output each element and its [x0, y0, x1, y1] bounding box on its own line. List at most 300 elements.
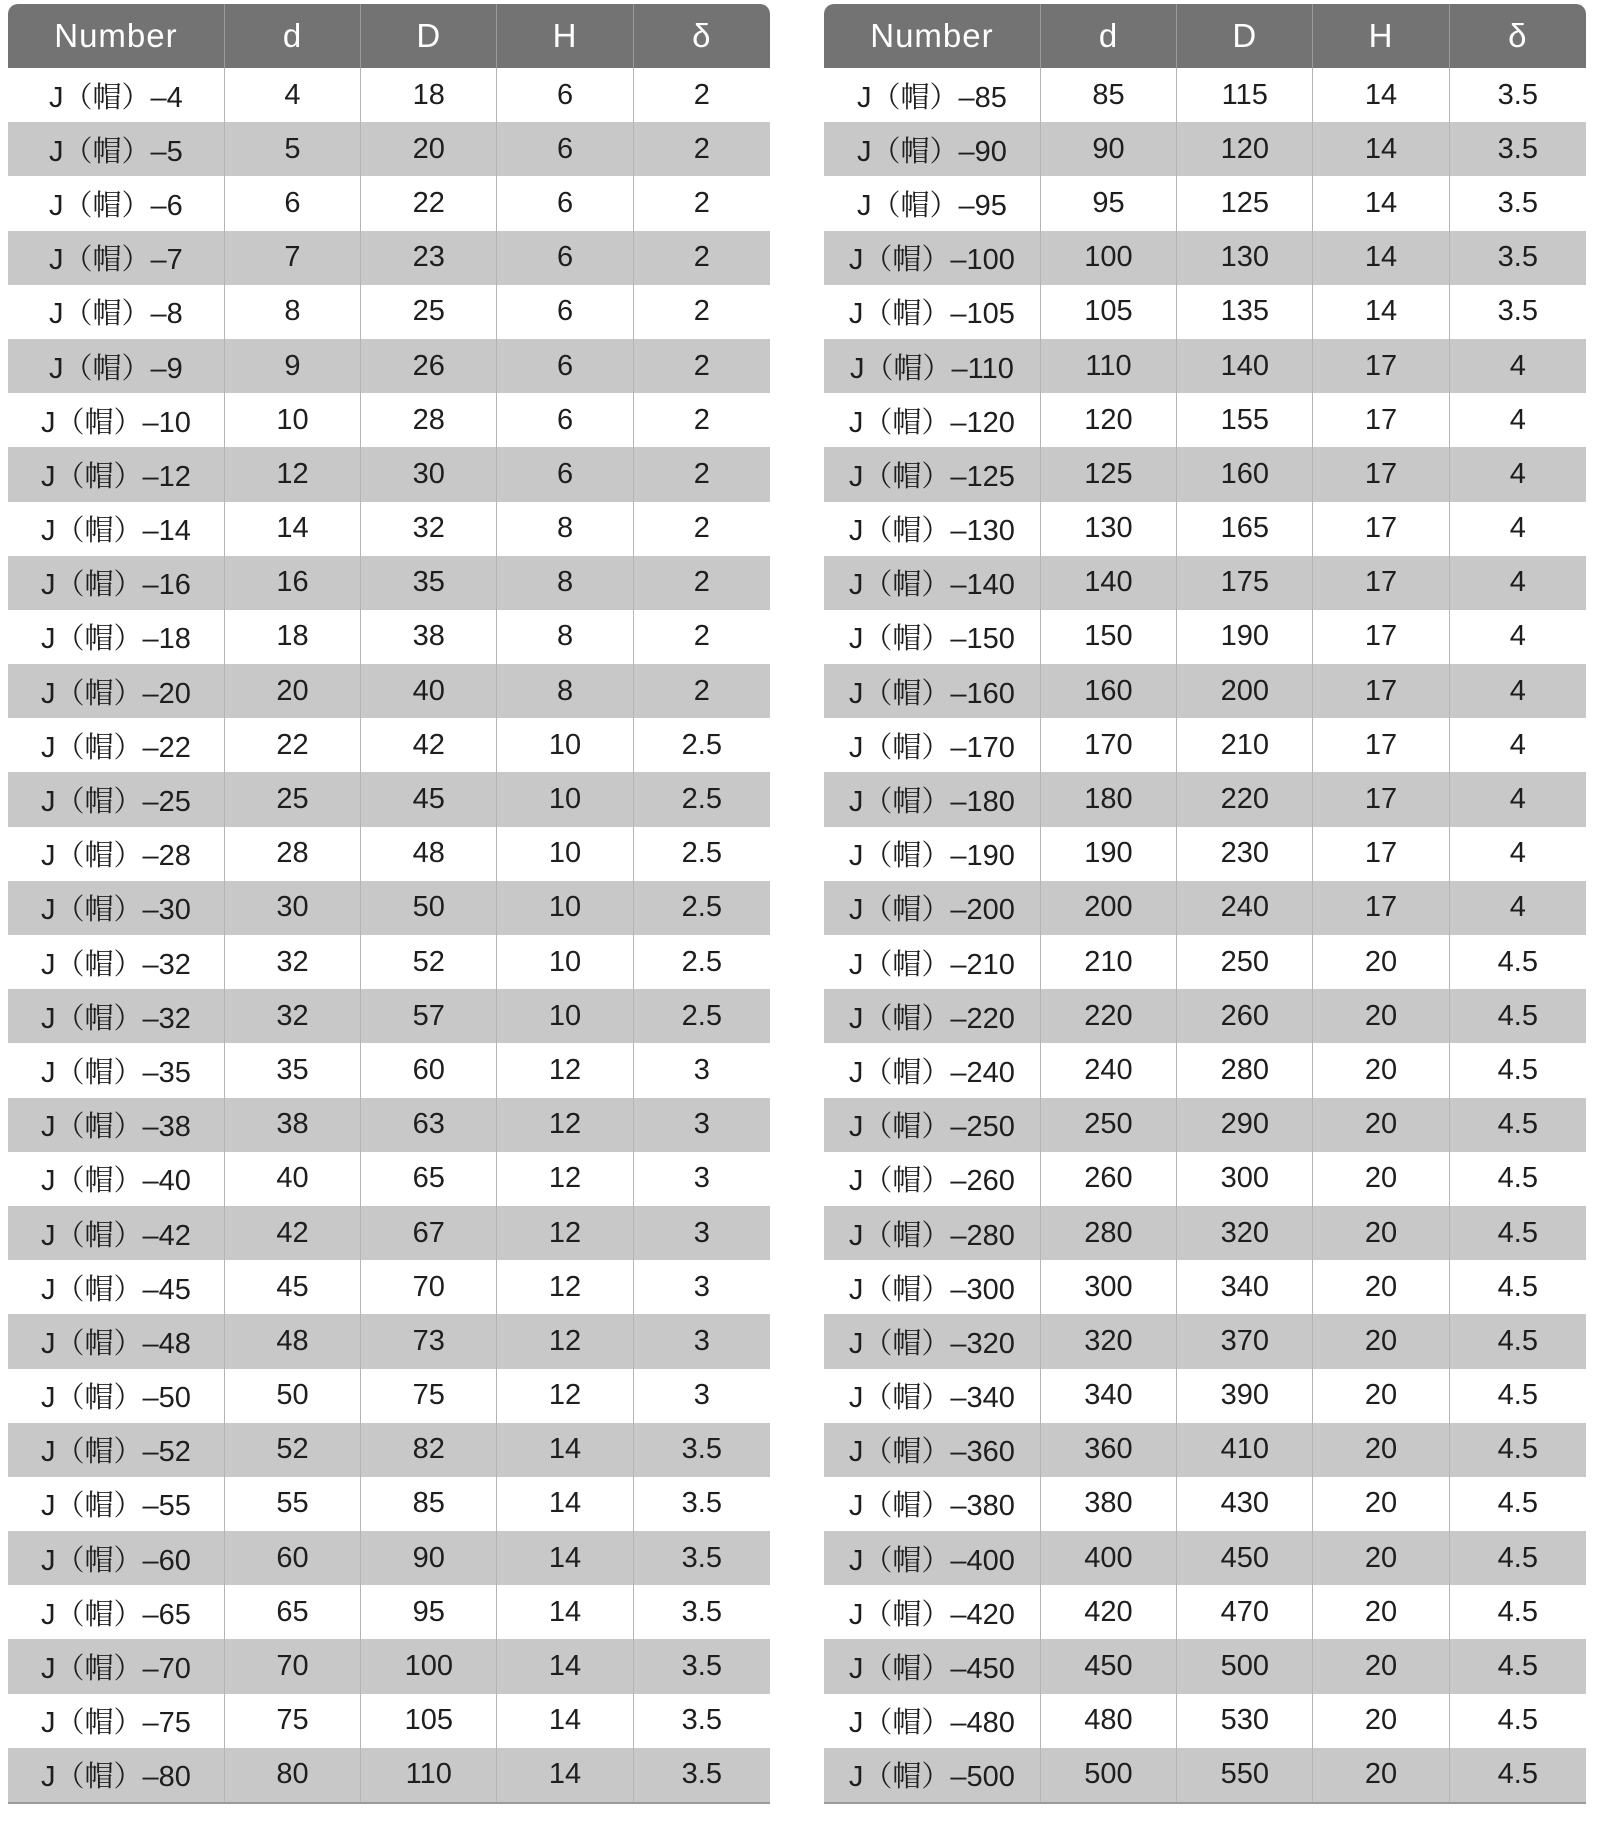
cell-number: J（帽）–480	[848, 1707, 1015, 1740]
cell-number: J（帽）–38	[40, 1111, 191, 1144]
table-row	[824, 1477, 1586, 1531]
cell-D: 450	[1176, 1531, 1312, 1585]
cell-H: 12	[496, 1369, 632, 1423]
cell-H: 14	[496, 1423, 632, 1477]
table-row	[824, 556, 1586, 610]
cell-delta: 4.5	[1449, 1639, 1586, 1693]
cell-H: 14	[1312, 285, 1448, 339]
cell-delta: 4.5	[1449, 1694, 1586, 1748]
table-row	[824, 664, 1586, 718]
cell-delta: 4.5	[1449, 1152, 1586, 1206]
cell-H: 17	[1312, 664, 1448, 718]
cell-delta: 3.5	[633, 1531, 770, 1585]
cell-H: 20	[1312, 1098, 1448, 1152]
cell-delta: 3.5	[1449, 285, 1586, 339]
table-bottom-rule	[824, 1802, 1586, 1804]
table-row	[824, 610, 1586, 664]
cell-d: 35	[224, 1043, 360, 1097]
cell-delta: 2	[633, 176, 770, 230]
cell-number: J（帽）–110	[849, 352, 1014, 385]
cell-d: 420	[1040, 1585, 1176, 1639]
cell-D: 200	[1176, 664, 1312, 718]
cell-number: J（帽）–6	[49, 189, 183, 222]
cell-delta: 3.5	[633, 1748, 770, 1802]
cell-H: 20	[1312, 1152, 1448, 1206]
cell-number: J（帽）–250	[848, 1111, 1015, 1144]
cell-number: J（帽）–65	[40, 1598, 191, 1631]
cell-number: J（帽）–380	[848, 1490, 1015, 1523]
cell-d: 25	[224, 772, 360, 826]
cell-H: 8	[496, 664, 632, 718]
header-delta: δ	[1449, 4, 1586, 68]
cell-delta: 4.5	[1449, 1531, 1586, 1585]
cell-d: 220	[1040, 989, 1176, 1043]
cell-D: 140	[1176, 339, 1312, 393]
cell-D: 73	[360, 1314, 496, 1368]
cell-H: 14	[1312, 122, 1448, 176]
cell-D: 28	[360, 393, 496, 447]
cell-delta: 2	[633, 556, 770, 610]
cell-H: 12	[496, 1043, 632, 1097]
cell-number: J（帽）–45	[40, 1273, 191, 1306]
cell-D: 52	[360, 935, 496, 989]
cell-D: 120	[1176, 122, 1312, 176]
cell-number: J（帽）–420	[848, 1598, 1015, 1631]
table-row	[8, 1585, 770, 1639]
cell-H: 20	[1312, 1477, 1448, 1531]
cell-D: 75	[360, 1369, 496, 1423]
cell-d: 110	[1040, 339, 1176, 393]
cell-delta: 3.5	[1449, 68, 1586, 122]
cell-delta: 4.5	[1449, 1098, 1586, 1152]
cell-D: 90	[360, 1531, 496, 1585]
table-row	[824, 122, 1586, 176]
cell-delta: 2	[633, 610, 770, 664]
cell-d: 380	[1040, 1477, 1176, 1531]
cell-delta: 4.5	[1449, 935, 1586, 989]
cell-D: 210	[1176, 718, 1312, 772]
cell-delta: 2	[633, 231, 770, 285]
table-row	[824, 1260, 1586, 1314]
table-row	[8, 1098, 770, 1152]
cell-H: 17	[1312, 827, 1448, 881]
cell-d: 42	[224, 1206, 360, 1260]
cell-delta: 4	[1449, 718, 1586, 772]
cell-delta: 2	[633, 664, 770, 718]
cell-D: 22	[360, 176, 496, 230]
cell-D: 60	[360, 1043, 496, 1097]
cell-d: 300	[1040, 1260, 1176, 1314]
cell-H: 17	[1312, 556, 1448, 610]
cell-d: 90	[1040, 122, 1176, 176]
cell-number: J（帽）–55	[40, 1490, 191, 1523]
cell-delta: 4.5	[1449, 1260, 1586, 1314]
header-d: d	[1040, 4, 1176, 68]
cell-delta: 2	[633, 393, 770, 447]
table-row	[8, 502, 770, 556]
cell-H: 6	[496, 285, 632, 339]
cell-H: 6	[496, 176, 632, 230]
cell-d: 400	[1040, 1531, 1176, 1585]
cell-delta: 2.5	[633, 827, 770, 881]
table-body	[8, 68, 770, 1802]
cell-delta: 3.5	[633, 1585, 770, 1639]
cell-d: 260	[1040, 1152, 1176, 1206]
cell-D: 430	[1176, 1477, 1312, 1531]
cell-D: 300	[1176, 1152, 1312, 1206]
cell-H: 17	[1312, 502, 1448, 556]
cell-d: 10	[224, 393, 360, 447]
cell-d: 210	[1040, 935, 1176, 989]
table-row	[8, 1531, 770, 1585]
cell-H: 20	[1312, 1531, 1448, 1585]
cell-d: 480	[1040, 1694, 1176, 1748]
cell-d: 125	[1040, 447, 1176, 501]
cell-H: 20	[1312, 1206, 1448, 1260]
table-row	[8, 1043, 770, 1097]
cell-H: 14	[496, 1477, 632, 1531]
cell-number: J（帽）–150	[848, 623, 1015, 656]
cell-delta: 4.5	[1449, 1314, 1586, 1368]
cell-D: 42	[360, 718, 496, 772]
cell-d: 320	[1040, 1314, 1176, 1368]
cell-H: 20	[1312, 1639, 1448, 1693]
cell-number: J（帽）–80	[40, 1761, 191, 1794]
table-row	[8, 935, 770, 989]
cell-delta: 2	[633, 285, 770, 339]
cell-H: 14	[1312, 231, 1448, 285]
cell-d: 30	[224, 881, 360, 935]
cell-d: 450	[1040, 1639, 1176, 1693]
table-row	[8, 393, 770, 447]
cell-number: J（帽）–320	[848, 1327, 1015, 1360]
cell-d: 28	[224, 827, 360, 881]
cell-d: 38	[224, 1098, 360, 1152]
table-row	[8, 989, 770, 1043]
cell-d: 55	[224, 1477, 360, 1531]
cell-d: 160	[1040, 664, 1176, 718]
cell-D: 230	[1176, 827, 1312, 881]
cell-H: 20	[1312, 1369, 1448, 1423]
cell-number: J（帽）–40	[40, 1165, 191, 1198]
cell-d: 130	[1040, 502, 1176, 556]
table-row	[824, 1531, 1586, 1585]
cell-delta: 3.5	[1449, 231, 1586, 285]
table-row	[8, 1748, 770, 1802]
table-row	[824, 881, 1586, 935]
cell-D: 40	[360, 664, 496, 718]
cell-number: J（帽）–35	[40, 1056, 191, 1089]
cell-number: J（帽）–130	[848, 515, 1015, 548]
cell-delta: 4	[1449, 881, 1586, 935]
cell-delta: 3.5	[1449, 122, 1586, 176]
cell-H: 12	[496, 1152, 632, 1206]
table-body	[824, 68, 1586, 1802]
cell-number: J（帽）–500	[848, 1761, 1015, 1794]
cell-D: 175	[1176, 556, 1312, 610]
cell-d: 500	[1040, 1748, 1176, 1802]
cell-delta: 2	[633, 122, 770, 176]
table-row	[824, 393, 1586, 447]
cell-delta: 4	[1449, 447, 1586, 501]
cell-D: 550	[1176, 1748, 1312, 1802]
cell-H: 20	[1312, 935, 1448, 989]
table-row	[8, 827, 770, 881]
cell-d: 75	[224, 1694, 360, 1748]
cell-number: J（帽）–240	[848, 1056, 1015, 1089]
table-row	[824, 1152, 1586, 1206]
cell-H: 17	[1312, 393, 1448, 447]
cell-D: 50	[360, 881, 496, 935]
spec-table-left	[8, 4, 770, 1804]
cell-D: 82	[360, 1423, 496, 1477]
cell-number: J（帽）–5	[49, 135, 183, 168]
cell-delta: 3	[633, 1152, 770, 1206]
cell-D: 67	[360, 1206, 496, 1260]
cell-delta: 2	[633, 68, 770, 122]
cell-number: J（帽）–90	[856, 135, 1007, 168]
cell-delta: 4.5	[1449, 1369, 1586, 1423]
cell-number: J（帽）–32	[40, 948, 191, 981]
cell-d: 12	[224, 447, 360, 501]
table-header	[8, 4, 770, 68]
cell-d: 280	[1040, 1206, 1176, 1260]
cell-D: 410	[1176, 1423, 1312, 1477]
cell-delta: 3.5	[1449, 176, 1586, 230]
cell-D: 110	[360, 1748, 496, 1802]
cell-H: 17	[1312, 718, 1448, 772]
cell-H: 17	[1312, 610, 1448, 664]
cell-H: 20	[1312, 1423, 1448, 1477]
cell-d: 32	[224, 989, 360, 1043]
table-row	[8, 1423, 770, 1477]
table-row	[8, 556, 770, 610]
cell-delta: 4	[1449, 556, 1586, 610]
cell-delta: 3.5	[633, 1477, 770, 1531]
cell-d: 8	[224, 285, 360, 339]
cell-H: 14	[1312, 68, 1448, 122]
cell-number: J（帽）–28	[40, 840, 191, 873]
cell-number: J（帽）–105	[848, 298, 1015, 331]
cell-delta: 3.5	[633, 1694, 770, 1748]
cell-d: 45	[224, 1260, 360, 1314]
cell-D: 130	[1176, 231, 1312, 285]
cell-H: 17	[1312, 447, 1448, 501]
cell-H: 17	[1312, 339, 1448, 393]
table-row	[824, 285, 1586, 339]
table-row	[8, 1206, 770, 1260]
cell-number: J（帽）–280	[848, 1219, 1015, 1252]
cell-number: J（帽）–12	[40, 460, 191, 493]
cell-d: 200	[1040, 881, 1176, 935]
cell-H: 6	[496, 122, 632, 176]
cell-delta: 4	[1449, 664, 1586, 718]
cell-d: 40	[224, 1152, 360, 1206]
table-row	[8, 285, 770, 339]
cell-d: 22	[224, 718, 360, 772]
cell-D: 280	[1176, 1043, 1312, 1097]
cell-number: J（帽）–8	[49, 298, 183, 331]
header-D: D	[360, 4, 496, 68]
cell-number: J（帽）–25	[40, 786, 191, 819]
cell-number: J（帽）–18	[40, 623, 191, 656]
header-delta: δ	[633, 4, 770, 68]
cell-H: 12	[496, 1260, 632, 1314]
cell-d: 4	[224, 68, 360, 122]
cell-H: 8	[496, 610, 632, 664]
cell-delta: 3.5	[633, 1639, 770, 1693]
header-H: H	[1312, 4, 1448, 68]
cell-number: J（帽）–20	[40, 677, 191, 710]
cell-D: 85	[360, 1477, 496, 1531]
table-row	[824, 1748, 1586, 1802]
cell-d: 150	[1040, 610, 1176, 664]
cell-d: 70	[224, 1639, 360, 1693]
cell-number: J（帽）–30	[40, 894, 191, 927]
cell-d: 190	[1040, 827, 1176, 881]
table-row	[824, 339, 1586, 393]
table-row	[824, 1639, 1586, 1693]
cell-d: 16	[224, 556, 360, 610]
cell-number: J（帽）–7	[49, 244, 183, 277]
table-row	[8, 1369, 770, 1423]
cell-H: 17	[1312, 881, 1448, 935]
table-row	[8, 176, 770, 230]
cell-D: 25	[360, 285, 496, 339]
table-row	[824, 1585, 1586, 1639]
cell-number: J（帽）–400	[848, 1544, 1015, 1577]
table-row	[824, 447, 1586, 501]
cell-number: J（帽）–170	[848, 731, 1015, 764]
cell-number: J（帽）–48	[40, 1327, 191, 1360]
cell-D: 260	[1176, 989, 1312, 1043]
cell-D: 135	[1176, 285, 1312, 339]
cell-H: 20	[1312, 1314, 1448, 1368]
table-row	[824, 68, 1586, 122]
cell-H: 20	[1312, 1748, 1448, 1802]
table-row	[824, 1369, 1586, 1423]
cell-number: J（帽）–160	[848, 677, 1015, 710]
cell-d: 170	[1040, 718, 1176, 772]
table-row	[8, 1477, 770, 1531]
header-number: Number	[54, 17, 178, 54]
cell-delta: 4	[1449, 610, 1586, 664]
table-row	[8, 1694, 770, 1748]
table-row	[824, 1423, 1586, 1477]
table-row	[824, 176, 1586, 230]
table-header	[824, 4, 1586, 68]
cell-D: 105	[360, 1694, 496, 1748]
cell-D: 18	[360, 68, 496, 122]
table-row	[8, 772, 770, 826]
cell-D: 45	[360, 772, 496, 826]
header-number: Number	[870, 17, 994, 54]
table-row	[8, 664, 770, 718]
cell-d: 360	[1040, 1423, 1176, 1477]
cell-number: J（帽）–340	[848, 1382, 1015, 1415]
cell-delta: 2	[633, 447, 770, 501]
cell-H: 14	[496, 1748, 632, 1802]
cell-number: J（帽）–75	[40, 1707, 191, 1740]
cell-H: 10	[496, 718, 632, 772]
cell-delta: 4.5	[1449, 1043, 1586, 1097]
cell-d: 120	[1040, 393, 1176, 447]
cell-delta: 2.5	[633, 989, 770, 1043]
table-row	[824, 1043, 1586, 1097]
cell-D: 23	[360, 231, 496, 285]
cell-H: 10	[496, 772, 632, 826]
cell-number: J（帽）–9	[49, 352, 183, 385]
cell-d: 95	[1040, 176, 1176, 230]
header-H: H	[496, 4, 632, 68]
cell-delta: 2.5	[633, 881, 770, 935]
cell-number: J（帽）–60	[40, 1544, 191, 1577]
table-row	[8, 122, 770, 176]
cell-number: J（帽）–70	[40, 1653, 191, 1686]
cell-delta: 4.5	[1449, 1206, 1586, 1260]
cell-delta: 3	[633, 1098, 770, 1152]
cell-D: 340	[1176, 1260, 1312, 1314]
table-row	[8, 231, 770, 285]
table-row	[824, 502, 1586, 556]
cell-H: 12	[496, 1098, 632, 1152]
cell-d: 240	[1040, 1043, 1176, 1097]
cell-H: 14	[1312, 176, 1448, 230]
cell-H: 20	[1312, 1585, 1448, 1639]
cell-D: 115	[1176, 68, 1312, 122]
cell-number: J（帽）–190	[848, 840, 1015, 873]
table-row	[8, 1152, 770, 1206]
cell-d: 50	[224, 1369, 360, 1423]
cell-H: 14	[496, 1531, 632, 1585]
table-row	[824, 718, 1586, 772]
cell-delta: 3	[633, 1260, 770, 1314]
cell-d: 7	[224, 231, 360, 285]
cell-number: J（帽）–210	[848, 948, 1015, 981]
cell-D: 65	[360, 1152, 496, 1206]
table-row	[824, 827, 1586, 881]
cell-D: 48	[360, 827, 496, 881]
cell-D: 160	[1176, 447, 1312, 501]
cell-delta: 3	[633, 1314, 770, 1368]
cell-d: 60	[224, 1531, 360, 1585]
cell-D: 70	[360, 1260, 496, 1314]
cell-number: J（帽）–260	[848, 1165, 1015, 1198]
cell-D: 220	[1176, 772, 1312, 826]
table-row	[8, 339, 770, 393]
cell-delta: 4.5	[1449, 989, 1586, 1043]
cell-number: J（帽）–50	[40, 1382, 191, 1415]
table-row	[824, 935, 1586, 989]
cell-delta: 3	[633, 1043, 770, 1097]
cell-D: 190	[1176, 610, 1312, 664]
cell-delta: 4.5	[1449, 1477, 1586, 1531]
cell-D: 320	[1176, 1206, 1312, 1260]
spec-table-right	[824, 4, 1586, 1804]
cell-number: J（帽）–4	[49, 81, 183, 114]
cell-d: 140	[1040, 556, 1176, 610]
cell-number: J（帽）–120	[848, 406, 1015, 439]
cell-delta: 4.5	[1449, 1585, 1586, 1639]
cell-d: 18	[224, 610, 360, 664]
table-row	[8, 1260, 770, 1314]
cell-delta: 3	[633, 1369, 770, 1423]
cell-d: 80	[224, 1748, 360, 1802]
cell-delta: 4	[1449, 393, 1586, 447]
cell-number: J（帽）–14	[40, 515, 191, 548]
cell-D: 470	[1176, 1585, 1312, 1639]
cell-d: 32	[224, 935, 360, 989]
